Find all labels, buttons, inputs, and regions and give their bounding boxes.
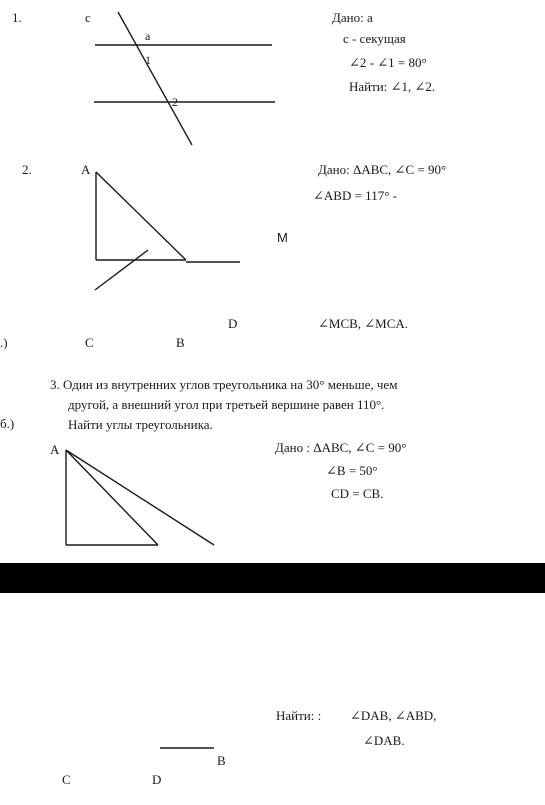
- problem1-given-line2: ∠2 - ∠1 = 80°: [349, 55, 427, 70]
- problem2-label-M: M: [277, 230, 288, 245]
- problem1-label-1: 1: [145, 53, 151, 67]
- problem2-label-A: A: [81, 162, 91, 177]
- problem1-number: 1.: [12, 10, 22, 25]
- problem1-label-2: 2: [172, 95, 178, 109]
- problem3-label-A: A: [50, 442, 60, 457]
- problem3-given-line2: ∠B = 50°: [326, 463, 378, 478]
- problem3-given-line3: CD = CB.: [331, 486, 384, 501]
- problem2-left-marker: .): [0, 335, 8, 350]
- problem2-label-D: D: [228, 316, 238, 331]
- problem1-given-line1: c - секущая: [343, 31, 406, 46]
- problem4-label-D: D: [152, 772, 162, 787]
- problem2-label-C: C: [85, 335, 94, 350]
- problem2-given-line2: ∠ABD = 117° -: [313, 188, 397, 203]
- problem2-find: ∠MCB, ∠MCA.: [318, 316, 409, 331]
- problem1-given-title: Дано: a: [332, 10, 373, 25]
- problem3-left-marker: б.): [0, 416, 15, 431]
- problem1-find: Найти: ∠1, ∠2.: [349, 79, 436, 94]
- problem4-find-line2: ∠DAB.: [363, 733, 405, 748]
- problem4-label-C: C: [62, 772, 71, 787]
- problem3-given-line1: Дано : ΔABC, ∠C = 90°: [275, 440, 407, 455]
- problem2-given-line1: Дано: ΔABC, ∠C = 90°: [318, 162, 447, 177]
- problem4-find-line1: ∠DAB, ∠ABD,: [350, 708, 437, 723]
- problem2-number: 2.: [22, 162, 32, 177]
- problem3-text-line2: другой, а внешний угол при третьей вершине равен 110°.: [68, 397, 385, 412]
- problem1-label-c: c: [85, 10, 91, 25]
- problem4-label-B: B: [217, 753, 226, 768]
- problem4-find-label: Найти: :: [276, 708, 322, 723]
- problem2-label-B: B: [176, 335, 185, 350]
- problem1-label-a: a: [145, 29, 151, 43]
- problem3-text-line3: Найти углы треугольника.: [68, 417, 213, 432]
- problem3-text-line1: 3. Один из внутренних углов треугольника на 30° меньше, чем: [50, 377, 398, 392]
